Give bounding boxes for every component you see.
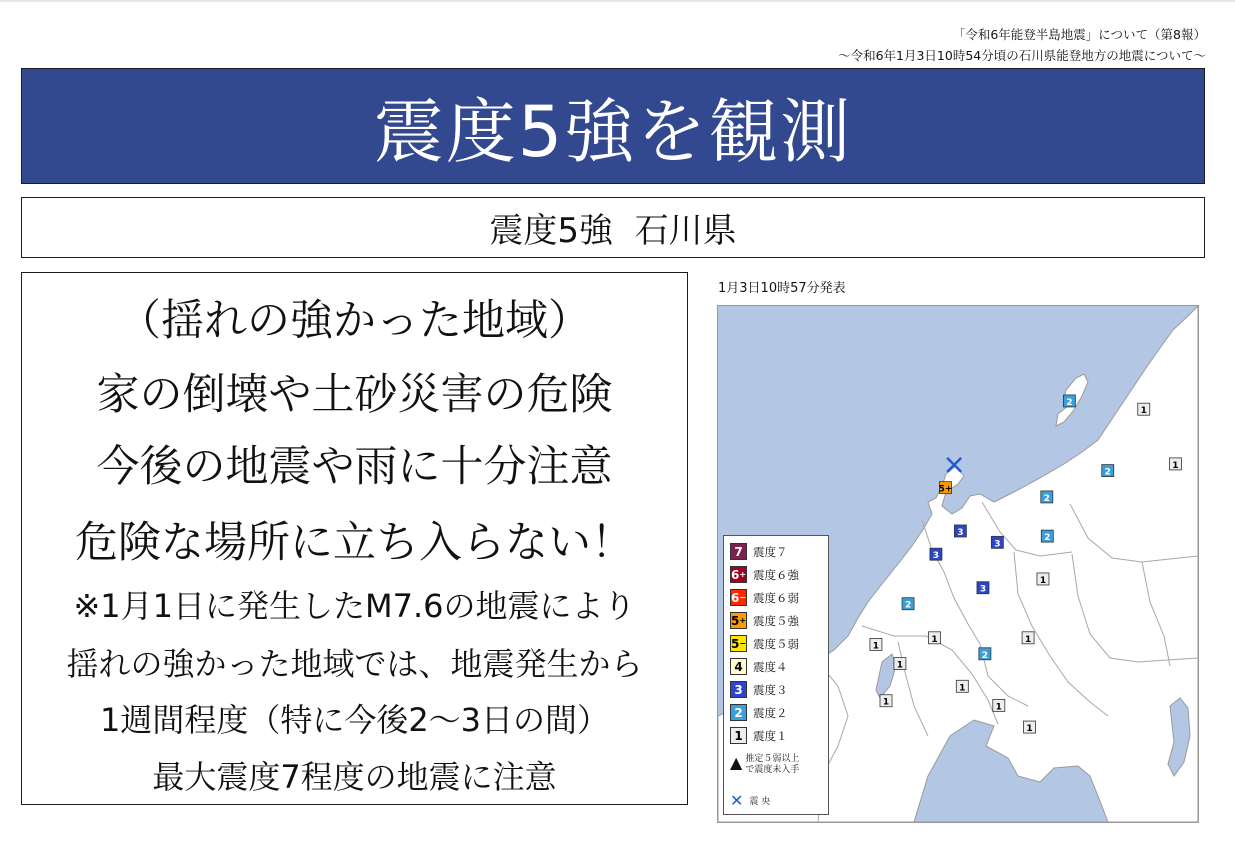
svg-text:1: 1 xyxy=(882,697,890,708)
svg-text:2: 2 xyxy=(1066,397,1073,408)
intensity-station-marker xyxy=(993,699,1005,712)
legend-label: 震度６強 xyxy=(753,567,799,582)
svg-text:1: 1 xyxy=(872,641,880,652)
legend-label: 震度１ xyxy=(753,728,788,743)
intensity-station-marker xyxy=(956,680,968,693)
legend-swatch: 4 xyxy=(730,658,747,675)
intensity-station-marker xyxy=(979,648,991,661)
intensity-station-marker xyxy=(939,482,953,495)
intensity-station-marker xyxy=(1037,573,1049,586)
epicenter-x-icon: ✕ xyxy=(730,791,744,810)
intensity-station-marker xyxy=(928,632,940,645)
legend-estimated-note xyxy=(730,754,799,776)
legend-swatch: 3 xyxy=(730,681,747,698)
note-line: 1週間程度（特に今後2～3日の間） xyxy=(99,701,610,739)
intensity-station-marker xyxy=(870,638,882,651)
svg-text:1: 1 xyxy=(1024,634,1032,645)
triangle-icon: ▲ xyxy=(730,753,743,772)
legend-item xyxy=(730,611,799,630)
svg-text:3: 3 xyxy=(979,584,987,595)
intensity-station-marker xyxy=(1041,491,1053,504)
intensity-station-marker xyxy=(977,582,989,595)
intensity-station-marker xyxy=(1063,395,1075,408)
headline-banner xyxy=(21,68,1205,184)
legend-swatch: 1 xyxy=(730,727,747,744)
report-title: 「令和6年能登半島地震」について（第8報） xyxy=(952,27,1206,42)
warning-message-box xyxy=(21,272,688,805)
svg-text:3: 3 xyxy=(994,539,1001,550)
svg-text:1: 1 xyxy=(1039,575,1047,586)
observed-region-text: 震度5強 石川県 xyxy=(489,211,737,251)
svg-text:2: 2 xyxy=(1104,467,1111,478)
observed-region-box xyxy=(21,197,1205,258)
top-border xyxy=(0,0,1235,2)
svg-text:2: 2 xyxy=(904,600,912,611)
intensity-station-marker xyxy=(1169,458,1181,471)
intensity-station-marker xyxy=(880,695,892,708)
warning-line: 家の倒壊や土砂災害の危険 xyxy=(96,370,613,420)
legend-label: 震度５弱 xyxy=(753,636,799,651)
legend-swatch: 5 − xyxy=(730,636,747,651)
note-line: 最大震度7程度の地震に注意 xyxy=(152,758,557,796)
intensity-station-marker xyxy=(1102,465,1114,478)
intensity-station-marker xyxy=(930,548,942,561)
legend-swatch: 5 + xyxy=(730,613,747,628)
legend-epicenter xyxy=(730,791,770,810)
intensity-station-marker xyxy=(991,536,1003,549)
legend-label: 震度７ xyxy=(753,544,788,559)
legend-item xyxy=(730,542,788,561)
intensity-station-marker xyxy=(954,525,966,538)
svg-text:2: 2 xyxy=(981,650,989,661)
legend-item xyxy=(730,634,799,653)
legend-label: 震度４ xyxy=(753,659,788,674)
svg-text:3: 3 xyxy=(932,551,940,562)
svg-text:1: 1 xyxy=(1026,724,1033,735)
legend-swatch: 6 − xyxy=(730,590,747,605)
legend-label: 震度５強 xyxy=(753,613,799,628)
intensity-legend xyxy=(723,535,829,815)
svg-text:1: 1 xyxy=(896,660,904,671)
legend-label: 震度３ xyxy=(753,682,788,697)
intensity-station-marker xyxy=(1022,632,1034,645)
svg-text:5+: 5+ xyxy=(938,484,953,495)
warning-line: （揺れの強かった地域） xyxy=(118,296,591,346)
legend-item xyxy=(730,703,788,722)
legend-epicenter-label: 震 央 xyxy=(749,797,771,807)
headline-title: 震度5強を観測 xyxy=(373,90,853,173)
legend-note-text: 推定５弱以上 で震度未入手 xyxy=(745,754,800,775)
legend-label: 震度６弱 xyxy=(753,590,799,605)
svg-text:1: 1 xyxy=(1140,406,1147,417)
map-issued-time: 1月3日10時57分発表 xyxy=(718,281,846,296)
note-line: 揺れの強かった地域では、地震発生から xyxy=(66,645,643,683)
svg-text:2: 2 xyxy=(1043,493,1050,504)
svg-text:3: 3 xyxy=(957,527,964,538)
legend-item xyxy=(730,588,799,607)
legend-item xyxy=(730,680,788,699)
svg-text:1: 1 xyxy=(995,702,1002,713)
legend-swatch: 7 xyxy=(730,543,747,560)
intensity-station-marker xyxy=(1138,403,1150,416)
intensity-station-marker xyxy=(902,598,914,611)
legend-swatch: 6 + xyxy=(730,567,747,582)
note-line: ※1月1日に発生したM7.6の地震により xyxy=(73,587,636,625)
warning-line: 危険な場所に立ち入らない！ xyxy=(75,518,634,568)
report-subtitle: ～令和6年1月3日10時54分頃の石川県能登地方の地震について～ xyxy=(838,48,1206,63)
legend-item xyxy=(730,726,788,745)
svg-text:2: 2 xyxy=(1044,533,1051,544)
intensity-station-marker xyxy=(894,658,906,671)
legend-item xyxy=(730,565,799,584)
warning-line: 今後の地震や雨に十分注意 xyxy=(96,442,613,492)
legend-label: 震度２ xyxy=(753,705,788,720)
intensity-station-marker xyxy=(1024,721,1036,734)
legend-swatch: 2 xyxy=(730,704,747,721)
svg-text:1: 1 xyxy=(931,634,938,645)
intensity-station-marker xyxy=(1041,530,1053,543)
legend-item xyxy=(730,657,788,676)
svg-text:1: 1 xyxy=(959,683,966,694)
svg-text:1: 1 xyxy=(1172,460,1179,471)
